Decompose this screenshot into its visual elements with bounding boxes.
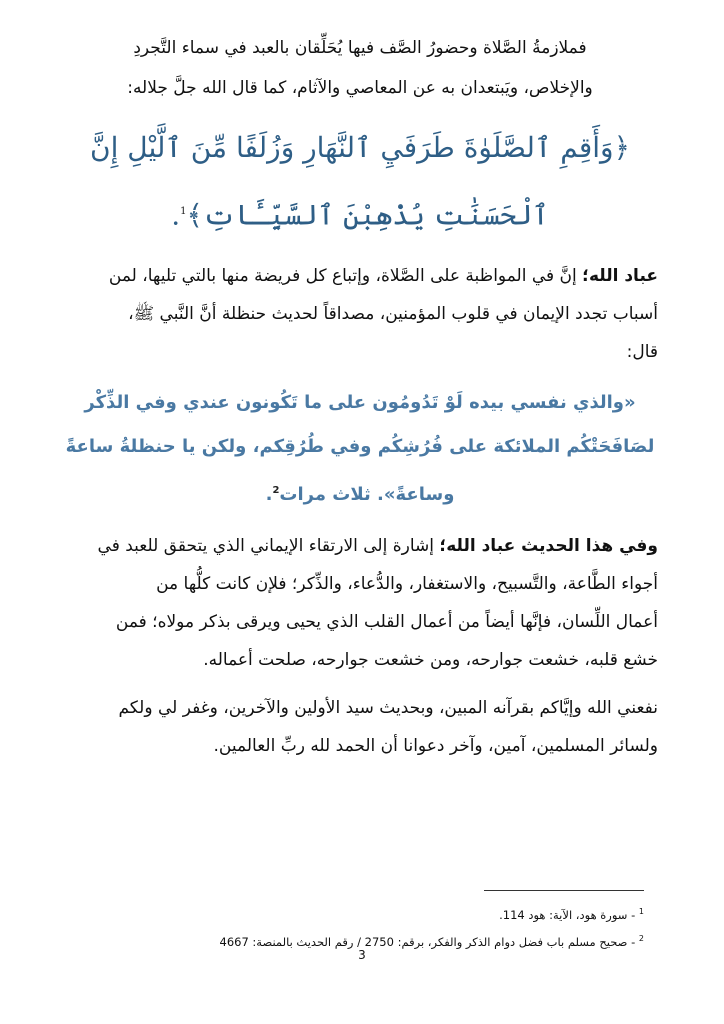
paragraph-1-line-3: قال:	[626, 342, 658, 363]
bold-lead-2: وفي هذا الحديث عباد الله؛	[439, 536, 658, 557]
paragraph-1-line-1-text: إنَّ في المواظبة على الصَّلاة، وإتباع كل فريضة منها بالتي تليها، لمن	[108, 266, 583, 287]
footnote-divider	[484, 890, 644, 891]
footnote-1	[220, 900, 645, 927]
intro-text	[62, 28, 658, 108]
hadith-line-1: «والذي نفسي بيده لَوْ تَدُومُون على ما تَكُونون عندي وفي الذِّكْر	[84, 392, 636, 414]
footnote-2-text: - صحيح مسلم باب فضل دوام الذكر والفكر، برقم: 2750 / رقم الحديث بالمنصة: 4667	[219, 934, 636, 949]
footnote-1-text: - سورة هود، الآية: هود 114.	[499, 907, 636, 922]
paragraph-2-line-3: أعمال اللِّسان، فإنَّها أيضاً من أعمال القلب الذي يحيى ويرقى بذكر مولاه؛ فمن	[115, 612, 658, 633]
paragraph-2-line-4: خشع قلبه، خشعت جوارحه، ومن خشعت جوارحه، صلحت أعماله.	[203, 650, 658, 671]
intro-line-1: فملازمةُ الصَّلاة وحضورُ الصَّف فيها يُحَلِّقان بالعبد في سماء التَّجردِ	[133, 38, 587, 58]
footnote-1-number: 1	[638, 907, 644, 916]
hadith-line-2: لصَافَحَتْكُم الملائكة على فُرُشِكُم وفي طُرُقِكم، ولكن يا حنظلةُ ساعةً	[65, 436, 655, 458]
intro-line-2: والإخلاص، ويَبتعدان به عن المعاصي والآثام، كما قال الله جلَّ جلاله:	[127, 78, 593, 98]
paragraph-3-line-2: ولسائر المسلمين، آمين، وآخر دعوانا أن الحمد لله ربِّ العالمين.	[213, 736, 658, 757]
paragraph-2-line-1-text: إشارة إلى الارتقاء الإيماني الذي يتحقق للعبد في	[97, 536, 440, 557]
paragraph-1	[62, 257, 658, 371]
footnote-ref-2: 2	[272, 485, 280, 497]
paragraph-2	[62, 527, 658, 679]
page-number: 3	[358, 948, 366, 962]
paragraph-2-line-2: أجواء الطَّاعة، والتَّسبيح، والاستغفار، والدُّعاء، والذِّكر؛ فلإن كانت كلُّها من	[156, 574, 658, 595]
footnote-2-number: 2	[638, 933, 644, 943]
verse-line-2-text: ٱلْحَسَنَٰتِ يُذْهِبْنَ ٱلسَّيِّـَٔاتِ﴾	[186, 198, 549, 232]
hadith-quote	[62, 381, 658, 517]
paragraph-1-line-2: أسباب تجدد الإيمان في قلوب المؤمنين، مصداقاً لحديث حنظلة أنَّ النَّبي ﷺ،	[128, 304, 658, 325]
bold-lead-1: عباد الله؛	[582, 266, 658, 287]
paragraph-1-line-1	[62, 257, 658, 295]
hadith-line-3: وساعةً». ثلاث مرات$^2$.	[265, 484, 455, 506]
footnote-ref-1: 1	[180, 206, 187, 217]
quran-verse	[62, 116, 658, 247]
paragraph-3	[62, 689, 658, 765]
hadith-line-3-text: وساعةً». ثلاث مرات	[279, 484, 455, 506]
verse-line-1: ﴿وَأَقِمِ ٱلصَّلَوٰةَ طَرَفَيِ ٱلنَّهَارِ وَزُلَفًا مِّنَ ٱلَّيْلِ إِنَّ	[90, 131, 630, 164]
footnotes	[220, 900, 645, 954]
verse-line-2: ٱلْحَسَنَٰتِ يُذْهِبْنَ ٱلسَّيِّـَٔاتِ﴾$^1$.	[171, 198, 549, 232]
paragraph-2-line-1	[62, 527, 658, 565]
paragraph-3-line-1: نفعني الله وإيَّاكم بقرآنه المبين، وبحديث سيد الأولين والآخرين، وغفر لي ولكم	[118, 698, 658, 719]
